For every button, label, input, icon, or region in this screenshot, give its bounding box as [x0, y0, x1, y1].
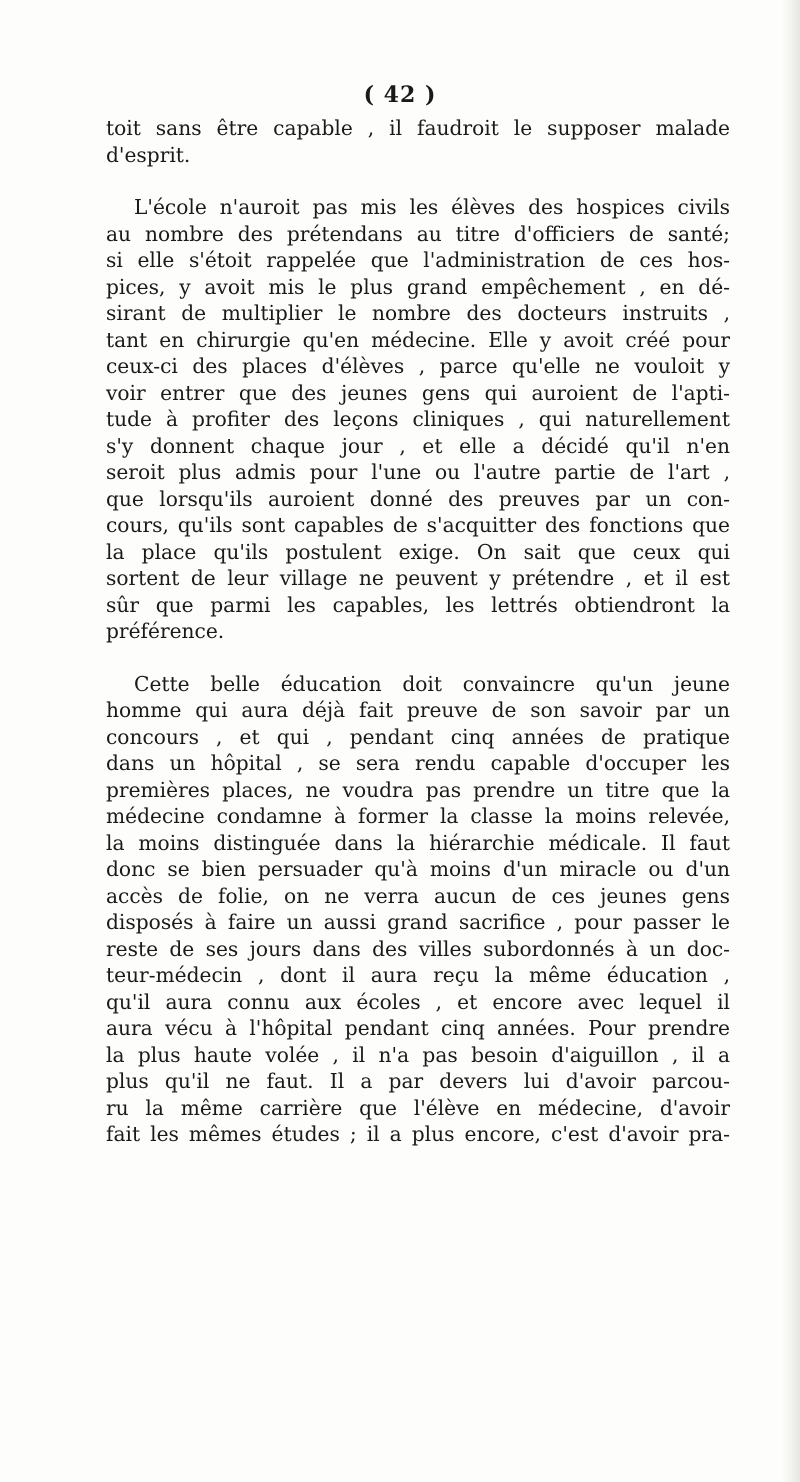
text-line: pices, y avoit mis le plus grand empêchement , en dé- [106, 274, 730, 299]
text-line: sûr que parmi les capables, les lettrés obtiendront la [106, 592, 730, 617]
paragraph-1 [106, 115, 730, 168]
text-line: s'y donnent chaque jour , et elle a décidé qu'il n'en [106, 433, 730, 458]
text-line: la place qu'ils postulent exige. On sait que ceux qui [106, 539, 730, 564]
text-line: disposés à faire un aussi grand sacrifice , pour passer le [106, 910, 730, 934]
text-line: toit sans être capable , il faudroit le supposer malade [106, 116, 730, 140]
text-line: aura vécu à l'hôpital pendant cinq années. Pour prendre [106, 1016, 730, 1040]
text-line: seroit plus admis pour l'une ou l'autre partie de l'art , [106, 460, 730, 484]
text-line: que lorsqu'ils auroient donné des preuves par un con- [106, 486, 730, 511]
text-line: cours, qu'ils sont capables de s'acquitter des fonctions que [106, 513, 730, 537]
text-line: accès de folie, on ne verra aucun de ces jeunes gens [106, 883, 730, 908]
text-line: concours , et qui , pendant cinq années de pratique [106, 724, 730, 749]
text-line: d'esprit. [106, 142, 191, 167]
text-line: voir entrer que des jeunes gens qui auroient de l'apti- [106, 380, 730, 405]
text-line: si elle s'étoit rappelée que l'administration de ces hos- [106, 248, 730, 272]
text-line: au nombre des prétendans au titre d'officiers de santé; [106, 221, 730, 246]
paragraph-2 [106, 194, 730, 645]
body-text [106, 115, 730, 1148]
text-line: la moins distinguée dans la hiérarchie médicale. Il faut [106, 830, 730, 855]
text-line: premières places, ne voudra pas prendre un titre que la [106, 777, 730, 802]
text-line: ru la même carrière que l'élève en médecine, d'avoir [106, 1095, 730, 1120]
text-line: tude à profiter des leçons cliniques , qui naturellement [106, 407, 730, 431]
text-line: homme qui aura déjà fait preuve de son savoir par un [106, 698, 730, 722]
text-line: sortent de leur village ne peuvent y prétendre , et il est [106, 566, 730, 590]
text-line: la plus haute volée , il n'a pas besoin d'aiguillon , il a [106, 1042, 730, 1067]
text-line: médecine condamne à former la classe la moins relevée, [106, 804, 730, 828]
text-line: tant en chirurgie qu'en médecine. Elle y avoit créé pour [106, 327, 730, 352]
page-number: ( 42 ) [363, 82, 437, 108]
text-line: teur-médecin , dont il aura reçu la même éducation , [106, 963, 730, 987]
text-line: qu'il aura connu aux écoles , et encore avec lequel il [106, 989, 730, 1014]
text-line: plus qu'il ne faut. Il a par devers lui d'avoir parcou- [106, 1069, 730, 1093]
text-line: donc se bien persuader qu'à moins d'un miracle ou d'un [106, 857, 730, 881]
text-line: préférence. [106, 619, 225, 643]
paragraph-3 [106, 671, 730, 1148]
page-edge-shadow [782, 0, 800, 1482]
text-line: Cette belle éducation doit convaincre qu'un jeune [134, 671, 730, 696]
text-line: reste de ses jours dans des villes subordonnés à un doc- [106, 936, 730, 961]
text-line: dans un hôpital , se sera rendu capable d'occuper les [106, 751, 730, 775]
text-line: sirant de multiplier le nombre des docteurs instruits , [106, 301, 730, 325]
text-line: ceux-ci des places d'élèves , parce qu'elle ne vouloit y [106, 354, 730, 378]
text-line: fait les mêmes études ; il a plus encore, c'est d'avoir pra- [106, 1122, 730, 1146]
text-line: L'école n'auroit pas mis les élèves des hospices civils [134, 195, 730, 219]
